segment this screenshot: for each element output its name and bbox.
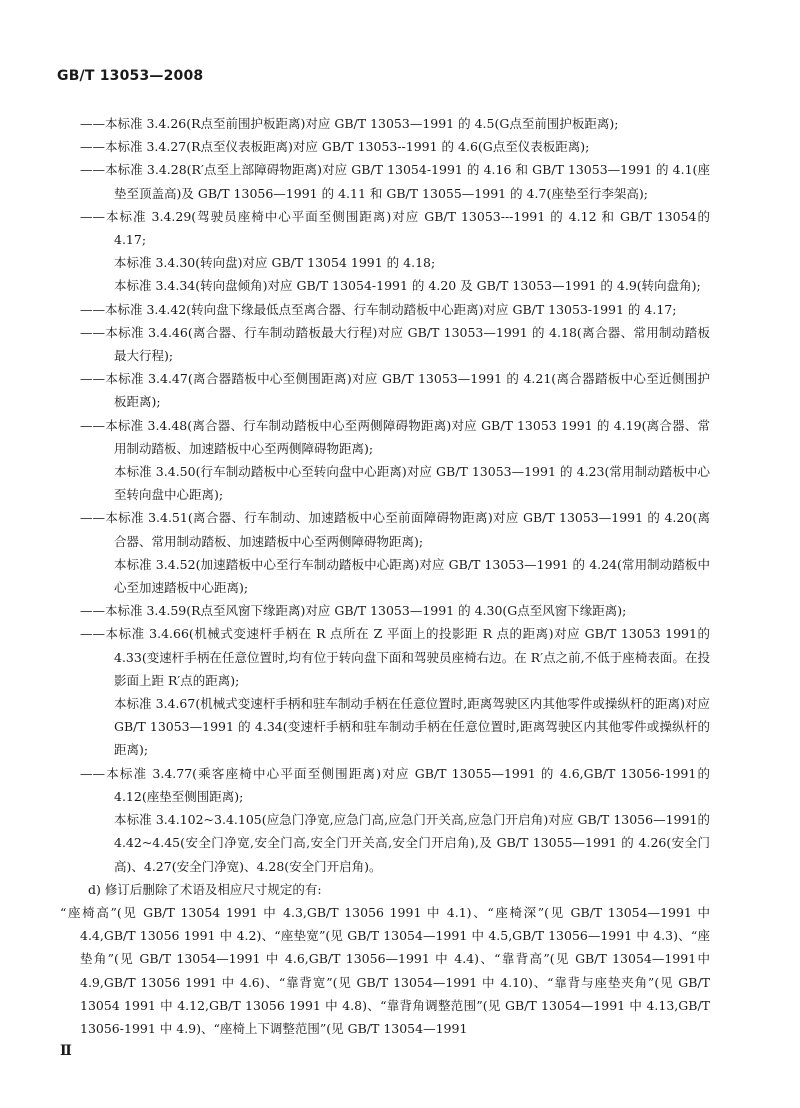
- paragraph: ——本标准 3.4.28(R′点至上部障碍物距离)对应 GB/T 13054-1991 的 4.16 和 GB/T 13053—1991 的 4.1(座垫至顶盖高)及 GB/T 13056—1991 的 4.11 和 GB/T 13055—1991 的 4.7(座垫至行李架高);: [80, 162, 710, 201]
- paragraph: ——本标准 3.4.46(离合器、行车制动踏板最大行程)对应 GB/T 13053—1991 的 4.18(离合器、常用制动踏板最大行程);: [80, 324, 710, 364]
- paragraph: ——本标准 3.4.27(R点至仪表板距离)对应 GB/T 13053--1991 的 4.6(G点至仪表板距离);: [80, 139, 590, 155]
- paragraph: ——本标准 3.4.47(离合器踏板中心至侧围距离)对应 GB/T 13053—1991 的 4.21(离合器踏板中心至近侧围护板距离);: [80, 371, 710, 410]
- paragraph: 本标准 3.4.34(转向盘倾角)对应 GB/T 13054-1991 的 4.20 及 GB/T 13053—1991 的 4.9(转向盘角);: [114, 278, 701, 294]
- paragraph: ——本标准 3.4.48(离合器、行车制动踏板中心至两侧障碍物距离)对应 GB/T 13053 1991 的 4.19(离合器、常用制动踏板、加速踏板中心至两侧障碍物距离);: [80, 417, 710, 456]
- paragraph: 本标准 3.4.30(转向盘)对应 GB/T 13054 1991 的 4.18;: [114, 255, 436, 271]
- page-number: Ⅱ: [60, 1043, 72, 1059]
- list-item-heading: d) 修订后删除了术语及相应尺寸规定的有:: [88, 881, 322, 897]
- paragraph: ——本标准 3.4.59(R点至风窗下缘距离)对应 GB/T 13053—1991 的 4.30(G点至风窗下缘距离);: [80, 603, 627, 619]
- document-id: GB/T 13053—2008: [57, 68, 204, 84]
- paragraph: ——本标准 3.4.51(离合器、行车制动、加速踏板中心至前面障碍物距离)对应 GB/T 13053—1991 的 4.20(离合器、常用制动踏板、加速踏板中心至两侧障碍物距离);: [80, 510, 710, 549]
- paragraph: 本标准 3.4.102~3.4.105(应急门净宽,应急门高,应急门开关高,应急门开启角)对应 GB/T 13056—1991的 4.42~4.45(安全门净宽,安全门高,安全门开关高,安全门开启角),及 GB/T 13055—1991 的 4.26(安全门高)、4.27(安全门净宽)、4.28(安全门开启角)。: [114, 812, 710, 874]
- document-body: [60, 112, 710, 1040]
- paragraph: ——本标准 3.4.77(乘客座椅中心平面至侧围距离)对应 GB/T 13055—1991 的 4.6,GB/T 13056-1991的 4.12(座垫至侧围距离);: [80, 765, 710, 804]
- paragraph: ——本标准 3.4.26(R点至前围护板距离)对应 GB/T 13053—1991 的 4.5(G点至前围护板距离);: [80, 116, 619, 131]
- paragraph: 本标准 3.4.67(机械式变速杆手柄和驻车制动手柄在任意位置时,距离驾驶区内其他零件或操纵杆的距离)对应 GB/T 13053—1991 的 4.34(变速杆手柄和驻车制动手柄在任意位置时,距离驾驶区内其他零件或操纵杆的距离);: [114, 696, 710, 758]
- paragraph: “座椅高”(见 GB/T 13054 1991 中 4.3,GB/T 13056 1991 中 4.1)、“座椅深”(见 GB/T 13054—1991 中 4.4,GB/T 13056 1991 中 4.2)、“座垫宽”(见 GB/T 13054—1991 中 4.5,GB/T 13056—1991 中 4.3)、“座垫角”(见 GB/T 13054—1991 中 4.6,GB/T 13056—1991 中 4.4)、“靠背高”(见 GB/T 13054—1991中 4.9,GB/T 13056 1991 中 4.6)、“靠背宽”(见 GB/T 13054—1991 中 4.10)、“靠背与座垫夹角”(见 GB/T 13054 1991 中 4.12,GB/T 13056 1991 中 4.8)、“靠背角调整范围”(见 GB/T 13054—1991 中 4.13,GB/T 13056-1991 中 4.9)、“座椅上下调整范围”(见 GB/T 13054—1991: [60, 904, 710, 1036]
- paragraph: 本标准 3.4.50(行车制动踏板中心至转向盘中心距离)对应 GB/T 13053—1991 的 4.23(常用制动踏板中心至转向盘中心距离);: [114, 464, 710, 503]
- paragraph: ——本标准 3.4.29(驾驶员座椅中心平面至侧围距离)对应 GB/T 13053---1991 的 4.12 和 GB/T 13054的 4.17;: [80, 208, 710, 248]
- paragraph: ——本标准 3.4.66(机械式变速杆手柄在 R 点所在 Z 平面上的投影距 R 点的距离)对应 GB/T 13053 1991的 4.33(变速杆手柄在任意位置时,均有位于转向盘下面和驾驶员座椅右边。在 R′点之前,不低于座椅表面。在投影面上距 R′点的距离);: [80, 626, 710, 688]
- paragraph: 本标准 3.4.52(加速踏板中心至行车制动踏板中心距离)对应 GB/T 13053—1991 的 4.24(常用制动踏板中心至加速踏板中心距离);: [114, 556, 710, 596]
- paragraph: ——本标准 3.4.42(转向盘下缘最低点至离合器、行车制动踏板中心距离)对应 GB/T 13053-1991 的 4.17;: [80, 301, 677, 317]
